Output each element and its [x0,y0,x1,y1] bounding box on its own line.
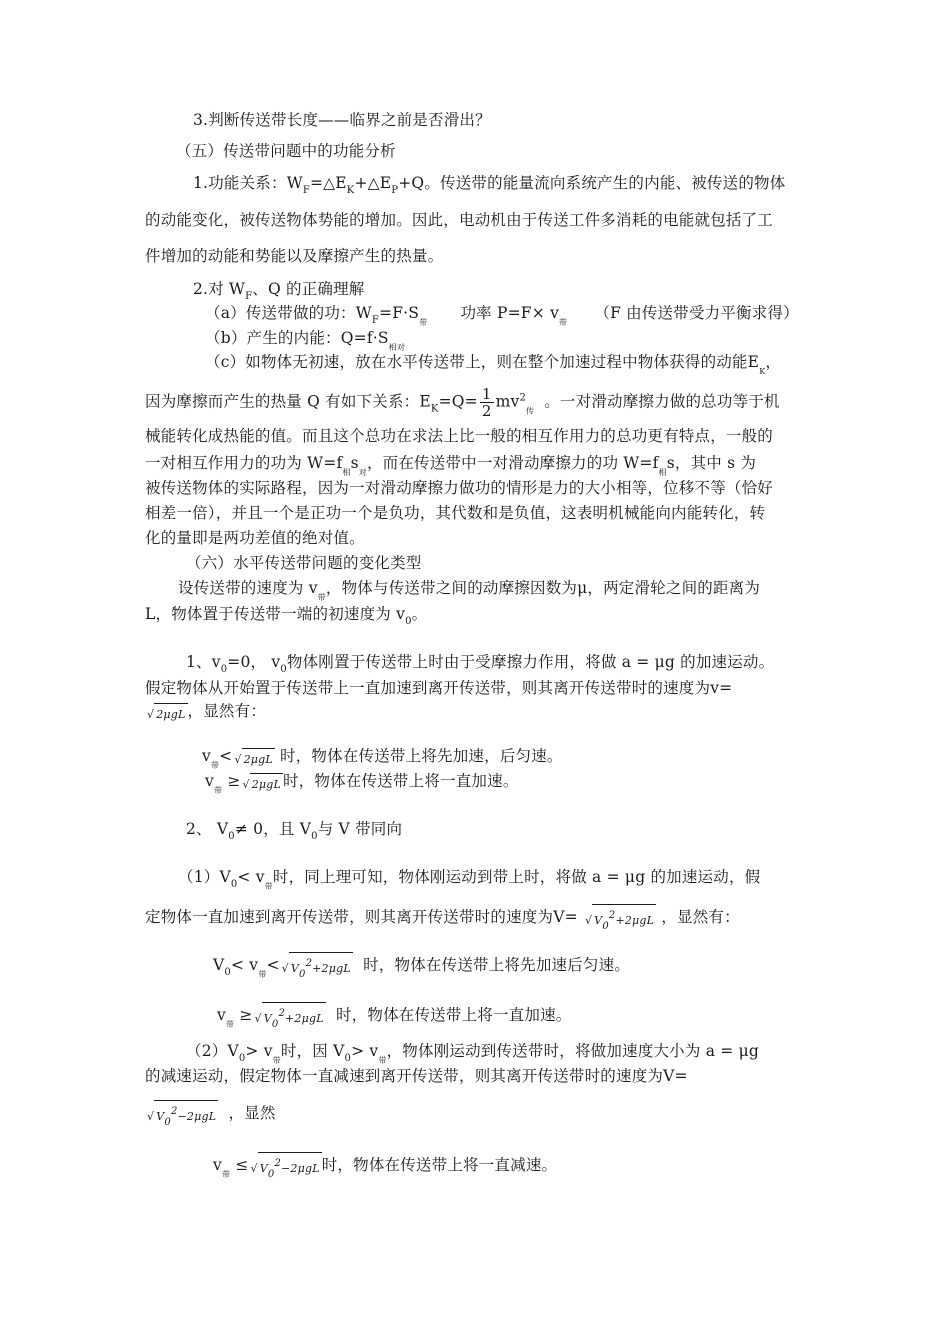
paragraph-line [145,603,427,633]
text: =F·S [379,304,420,322]
text: ≠ 0，且 V [234,820,312,838]
text: 定物体一直加速到离开传送带，则其离开传送带时的速度为V= [145,908,578,926]
text: < [266,956,280,974]
text: =△E [309,174,347,192]
text: （五）传送带问题中的功能分析 [176,142,396,160]
sqrt-expression: √ 2μgL [145,703,188,726]
text: （六）水平传送带问题的变化类型 [186,554,422,572]
text: < v [237,868,265,886]
text: ，物体刚运动到传送带时，将做加速度大小为 a = μg [386,1042,759,1060]
fraction [480,386,494,419]
text: ，而在传送带中一对滑动摩擦力的功 W=f [366,454,659,472]
text: 1.功能关系：W [193,174,303,192]
text: −2μgL [177,1110,217,1123]
subscript: 0 [220,664,228,675]
subscript: F [245,291,253,302]
paragraph-line [145,209,773,231]
text: 。一对滑动摩擦力做的总功等于机 [544,392,780,411]
text: （F 由传送带受力平衡求得） [594,304,799,322]
text: s，其中 s 为 [666,454,757,472]
text: 时，物体在传送带上将先加速后匀速。 [363,956,631,974]
radicand [258,1152,322,1186]
subscript: 0 [311,831,318,842]
text: 假定物体从开始置于传送带上一直加速到离开传送带，则其离开传送带时的速度为v= [145,679,733,697]
subscript: P [391,185,399,196]
paragraph-line [145,245,443,267]
text: v [205,772,214,790]
text: =Q= [438,392,478,411]
text: 一对相互作用力的功为 W=f [145,454,343,472]
subscript: 带 [419,318,428,327]
sqrt-expression: √ V02+2μgL [253,1002,326,1036]
sqrt-expression: √ V02−2μgL [249,1152,322,1186]
paragraph-line [178,866,760,898]
subscript: 带 [264,882,273,891]
subscript: 相对 [388,343,406,352]
sqrt-expression: √ V02+2μgL [280,952,353,986]
text: 时，物体在传送带上将先加速，后匀速。 [280,747,563,765]
subscript: K [430,403,439,415]
paragraph-line [145,386,780,423]
item-3-heading [193,109,491,131]
text: 时，物体在传送带上将一直加速。 [335,1006,572,1024]
text: 3.判断传送带长度——临界之前是否滑出？ [193,111,491,129]
text: 被传送物体的实际路程，因为一对滑动摩擦力做功的情形是力的大小相等，位移不等（恰好 [145,479,774,497]
subscript: 带 [378,1056,387,1065]
subscript: 0 [238,1053,246,1064]
text: ，显然 [228,1104,276,1122]
text: > v [351,1042,379,1060]
text: 时，因 V [280,1042,345,1060]
subscript: 带 [258,970,267,979]
text: 与 V 带同向 [317,820,403,838]
text: ， [765,353,782,371]
radicand: 2μgL [154,703,187,726]
text: 2、 V [186,820,229,838]
text: v [217,1006,226,1024]
text: 因为摩擦而产生的热量 Q 有如下关系：E [145,392,431,411]
subscript: 0 [299,969,306,980]
text: 设传送带的速度为 v [178,579,318,597]
radicand: 2μgL [242,748,275,771]
text: 相差一倍），并且一个是正功一个是负功，其代数和是负值，这表明机械能向内能转化，转 [145,504,766,522]
text: +2μgL [285,1012,324,1025]
text: 件增加的动能和势能以及摩擦产生的热量。 [145,247,444,265]
text: +2μgL [615,914,655,927]
case-2-heading [186,818,402,848]
text: （a）传送带做的功：W [205,304,372,322]
superscript: 2 [170,1106,178,1117]
text: V [263,1012,272,1025]
subscript: 带 [225,1020,235,1029]
text: > v [245,1042,273,1060]
subscript: 0 [280,664,287,675]
subscript: 相 [342,468,351,477]
paragraph-line [145,677,732,699]
text: mv [495,392,520,411]
subscript: 带 [221,1170,231,1179]
text: ≥ [239,1006,253,1024]
text: ，物体与传送带之间的动摩擦因数为μ，两定滑轮之间的距离为 [325,579,761,597]
subscript: 传 [526,406,535,416]
sqrt-expression: √ V02−2μgL [145,1100,218,1134]
section-5-heading [176,140,396,162]
radicand [154,1100,218,1134]
text: =0， v [227,653,281,671]
subscript: 0 [164,1117,171,1128]
subscript: 相 [658,468,667,477]
text: 。 [411,605,428,623]
radicand [289,952,353,986]
subscript: K [346,185,355,196]
text: （1）V [178,868,231,886]
condition-line [205,770,519,802]
paragraph-line [193,172,785,202]
text: V [290,962,300,975]
paragraph-line [145,527,365,549]
section-6-heading [186,552,422,574]
text: 化的量即是两功差值的绝对值。 [145,529,365,547]
superscript: 2 [305,958,313,969]
text: < [219,747,233,765]
text: +△E [354,174,392,192]
text: ≥ [227,772,241,790]
radicand [592,904,656,938]
text: 时，物体在传送带上将一直减速。 [321,1156,558,1174]
subscript: 0 [405,616,412,627]
text: V [594,914,603,927]
condition-line [213,1152,557,1186]
text: 械能转化成热能的值。而且这个总功在求法上比一般的相互作用力的总功更有特点，一般的 [145,427,774,445]
subscript: 0 [228,831,235,842]
paragraph-line [145,700,266,726]
subscript: 0 [267,1169,275,1180]
paragraph-line [145,502,765,524]
text: ≤ [235,1156,249,1174]
text: （b）产生的内能：Q=f·S [205,329,389,347]
subscript: 带 [213,786,223,795]
condition-line [217,1002,572,1036]
subscript: 带 [317,593,326,602]
subscript: 带 [272,1056,281,1065]
text: < v [230,956,259,974]
subscript: 0 [602,921,609,932]
text: 1、v [186,653,221,671]
text: （c）如物体无初速，放在水平传送带上，则在整个加速过程中物体获得的动能E [205,353,760,371]
text: V [259,1162,268,1175]
superscript: 2 [608,910,616,921]
text: V [156,1110,165,1123]
denominator: 2 [481,402,492,420]
radicand [262,1002,326,1036]
text: L，物体置于传送带一端的初速度为 v [145,605,406,623]
paragraph-line [145,1100,276,1134]
sqrt-expression: √ 2μgL [232,748,275,771]
sqrt-expression: √ 2μgL [241,773,284,796]
text: V [213,956,225,974]
text: ，显然有： [661,908,740,926]
sqrt-expression: √ V02+2μgL [583,904,656,938]
paragraph-line [145,477,773,499]
text: 2.对 W [193,280,246,298]
superscript: 2 [519,392,527,404]
text: 时，同上理可知，物体刚运动到带上时，将做 a = μg 的加速运动，假 [272,868,761,886]
text: v [213,1156,222,1174]
paragraph-line [145,904,740,938]
numerator: 1 [481,385,492,403]
subscript: 0 [271,1019,279,1030]
text: −2μgL [281,1162,320,1175]
superscript: 2 [274,1158,281,1169]
text: +Q。传送带的能量流向系统产生的内能、被传送的物体 [398,174,786,192]
text: s [350,454,359,472]
subscript: 带 [559,318,568,327]
text: v [202,747,211,765]
subscript: 带 [210,761,220,770]
superscript: 2 [278,1008,285,1019]
text: 时，物体在传送带上将一直加速。 [283,772,519,790]
text: 物体刚置于传送带上时由于受摩擦力作用，将做 a = μg 的加速运动。 [286,653,775,671]
subscript: F [302,185,310,196]
radicand: 2μgL [250,773,283,796]
subscript: K [759,367,766,376]
text: ，显然有： [187,702,267,720]
text: （2）V [186,1042,239,1060]
text: 功率 P=F× v [460,304,560,322]
subscript: 0 [224,967,231,978]
subscript: F [371,315,380,326]
text: 、Q 的正确理解 [252,280,365,298]
text: 的动能变化，被传送物体势能的增加。因此，电动机由于传送工件多消耗的电能就包括了工 [145,211,774,229]
text: 的减速运动，假定物体一直减速到离开传送带，则其离开传送带时的速度为V= [145,1067,688,1085]
subscript: 对 [358,468,367,477]
condition-line [213,952,630,986]
paragraph-line [145,425,773,447]
subscript: 0 [344,1053,352,1064]
text: +2μgL [312,962,351,975]
subscript: 0 [230,879,238,890]
paragraph-line [205,351,781,383]
paragraph-line [145,1065,688,1087]
